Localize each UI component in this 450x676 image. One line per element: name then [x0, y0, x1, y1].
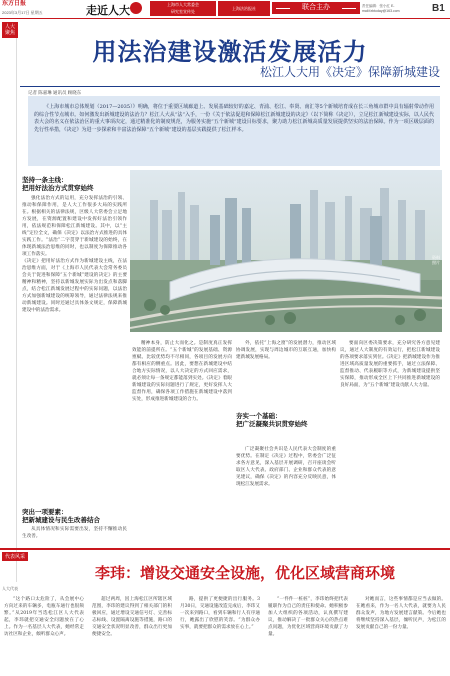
- co-organizer-1-line2: 研究室宣传处: [171, 9, 195, 14]
- section-head-1: 坚持一条主线： 把用好法治方式贯穿始终: [22, 176, 94, 192]
- left-strip: [0, 22, 17, 582]
- story2-column-4: [268, 596, 348, 674]
- masthead-logo: 东方日报: [2, 1, 27, 7]
- column-3b: [236, 446, 336, 546]
- co-organizer-1-line1: 上海市人大常委会: [167, 2, 199, 7]
- story2-column-3: [180, 596, 260, 674]
- story2-label: 代表风采: [2, 552, 28, 561]
- column-label: 人大聚焦: [2, 22, 18, 38]
- header-divider: [0, 18, 450, 19]
- story2-col4-text: “一件件一桩桩”，李玮始终把代表履职作为自己的责任和使命。她积极参加人大组织的各项活动，认真撰写建议，推动解决了一批群众关心的热点难点问题，为优化区域营商环境贡献了力量。: [268, 597, 348, 637]
- section-divider: [0, 548, 450, 550]
- page-header: [0, 0, 450, 20]
- co-organizer-box-1: [150, 1, 216, 16]
- joint-host-bar: 联合主办: [272, 2, 360, 14]
- column-2-text: 精神本身，防止大而化之。是制度真正发挥效能的前提所在。“五个新城”的发展基础、资源禀赋、比较优势均不尽相同，各项目的发展方向都有相应的侧重点。因此，要想在新城建设中结合地方实际情况，以人大决定的方式回应需求，就必须让每一条规定都能落到实处。《决定》着眼新城建设的实际问题进行了规定，更好发挥人大监督作用，确保各项工作措施在新城建设中落到实处，形成推进新城建设的合力。: [132, 341, 232, 402]
- emblem-icon: [130, 2, 142, 14]
- headline-divider: [20, 86, 440, 87]
- column-3: [236, 340, 336, 408]
- column-4-text: 要面向区委决策要求，充分研究各方意见建议，通过人大制度的有效运行，把松江新城建设的各项要求落实到位。《决定》把新城建设作为推进区域高质量发展的重要抓手，通过立法保障、监督推动、代表履职等方式，为新城建设提供坚实保障，推动形成全区上下共同推进新城建设的良好局面，为“五个新城”建设贡献人大力量。: [340, 341, 440, 388]
- editor-credits: 责任编辑：张小红 E-mail:fzbtoday@163.com: [362, 4, 400, 13]
- column-4: [340, 340, 440, 546]
- left-column-body: [22, 195, 127, 513]
- page-number: B1: [432, 3, 445, 14]
- left-body-text-2: 从具体情况和实际需要出发，坚持不懈推动民生改善。: [22, 527, 127, 539]
- article-headline: 用法治建设激活发展活力: [92, 37, 368, 66]
- story2-col1-text: “这个路口太危险了，从会展中心方向过来的车辆多，电瓶车通行也很频繁。”从2019年当选松江区人大代表起，李玮就把交通安全问题放在了心上。作为一名基层人大代表，她经常走访社区和企业，倾听群众心声。: [4, 597, 84, 637]
- co-organizer-box-2: [218, 1, 270, 16]
- article-subtitle: 松江人大用《决定》保障新城建设: [259, 65, 440, 79]
- section-head-3: 夯实一个基础： 把广泛凝聚共识贯穿始终: [236, 412, 308, 428]
- column-2: [132, 340, 232, 546]
- section-head-2: 突出一项要素： 把新城建设与民生改善结合: [22, 508, 100, 524]
- story2-sublabel: 人大代表: [2, 586, 18, 591]
- byline: 记者 陈嘉琳 通讯员 顾晓东: [28, 90, 82, 95]
- story2-col5-text: 对她而言，这些事情都是应当去做的。在她看来，作为一名人大代表，就要为人民群众发声，为地方发展建言献策。今后她也将继续坚持深入基层，倾听民声，为松江的发展贡献自己的一份力量。: [356, 597, 446, 630]
- article-photo: [130, 170, 442, 332]
- column-3-text: 外，依托“上海之窗”的发展潜力，推动区域协调发展，实现与周边城市的互联互通，加快构建新城发展格局。: [236, 341, 336, 360]
- story2-col3-text: 路，提供了更便捷的出行服务。3月30日，交通设施改造完成后，李玮又一次来到路口，看到车辆和行人有序通行，她露出了欣慰的笑容。“为群众办实事，就要把群众的需求放在心上。”: [180, 597, 260, 630]
- photo-caption: 资料照片: [432, 255, 440, 265]
- left-column-body-2: [22, 526, 127, 544]
- story2-column-5: [356, 596, 446, 674]
- issue-date: 2023年3月17日 星期五: [2, 10, 43, 15]
- aerial-city-image: [130, 170, 442, 332]
- story2-column-1: [4, 596, 84, 674]
- co-organizer-2-label: 上海法治报社: [232, 6, 256, 11]
- story2-headline: 李玮：增设交通安全设施，优化区域营商环境: [94, 564, 395, 582]
- story2-column-2: [92, 596, 172, 674]
- column-3b-text: 广泛凝聚社会共识是人民代表大会制度的重要优势。在制定《决定》过程中，常委会广泛征求各方意见，深入基层开展调研，召开座谈会听取区人大代表、政府部门、企业和群众代表的意见建议，确保《决定》的内容充分反映民意，体现松江发展需求。: [236, 447, 336, 487]
- left-body-text: 强化法治方式的运用，充分发挥法治的引领、推动和保障作用，是人大工作很多大局的实践所在。根据相关的法律法规，区级人大常委会立足地方发展，在资源配置和建设中发挥好法治引领作用，依法规范和保障松江新城建设。其中，以“主线”定位全文，确保《决定》以法治方式推进的具体实践工作。“法治”二字贯穿于新城建设的始终，在体现新城法治思维的同时，也以制度为保障推动各项工作落实。 《决定》把用好法治方式作为新城建设主线，在法治思维方面，对于《上海市人民代表大会常务委员会关于促进和保障“五个新城”建设的决定》的主要精神和精神，坚持以新城发展实际为出发点和落脚点，结合松江新城发展过程中的实际问题，以法治方式加强新城建设的统筹领导，通过法律法规来推动新城建设。同时还通过具体条文规定，保障新城建设中的法治需求。: [22, 196, 127, 313]
- section-title: 走近人大: [86, 4, 130, 17]
- story2-col2-text: 超过两周，因上海松江区所辖区域范围，李玮的建议得到了相关部门的积极回应，通过增设交通信号灯、完善标志标线、设置隔离设施等措施，路口的交通安全状况明显改善，群众出行更加便捷安全。: [92, 597, 172, 637]
- lead-paragraph: 《上海市城市总体规划（2017—2035）》明确，将位于重要区域廊道上、发展基础较好的嘉定、青浦、松江、奉贤、南汇等5个新城培育成在长三角城市群中具有辐射带动作用的综合性节点城市。如何激发出新城建设的法治力？松江人大从“法”入手，一份《关于依法促进和保障松江新城建设的决定》（以下简称《决定》），立足松江新城建设实际，以人民代表大会的名义在依法治区的重大事项决定，通过精准化的制度规范，为服务实施“五个新城”建设目标要求，聚力助力松江新城高质量发展提供坚实的法治保障。作为一项区级层面的先行性举措，《决定》为进一步探索和丰富法治保障“五个新城”建设的基层实践提供了松江样本。: [34, 104, 434, 133]
